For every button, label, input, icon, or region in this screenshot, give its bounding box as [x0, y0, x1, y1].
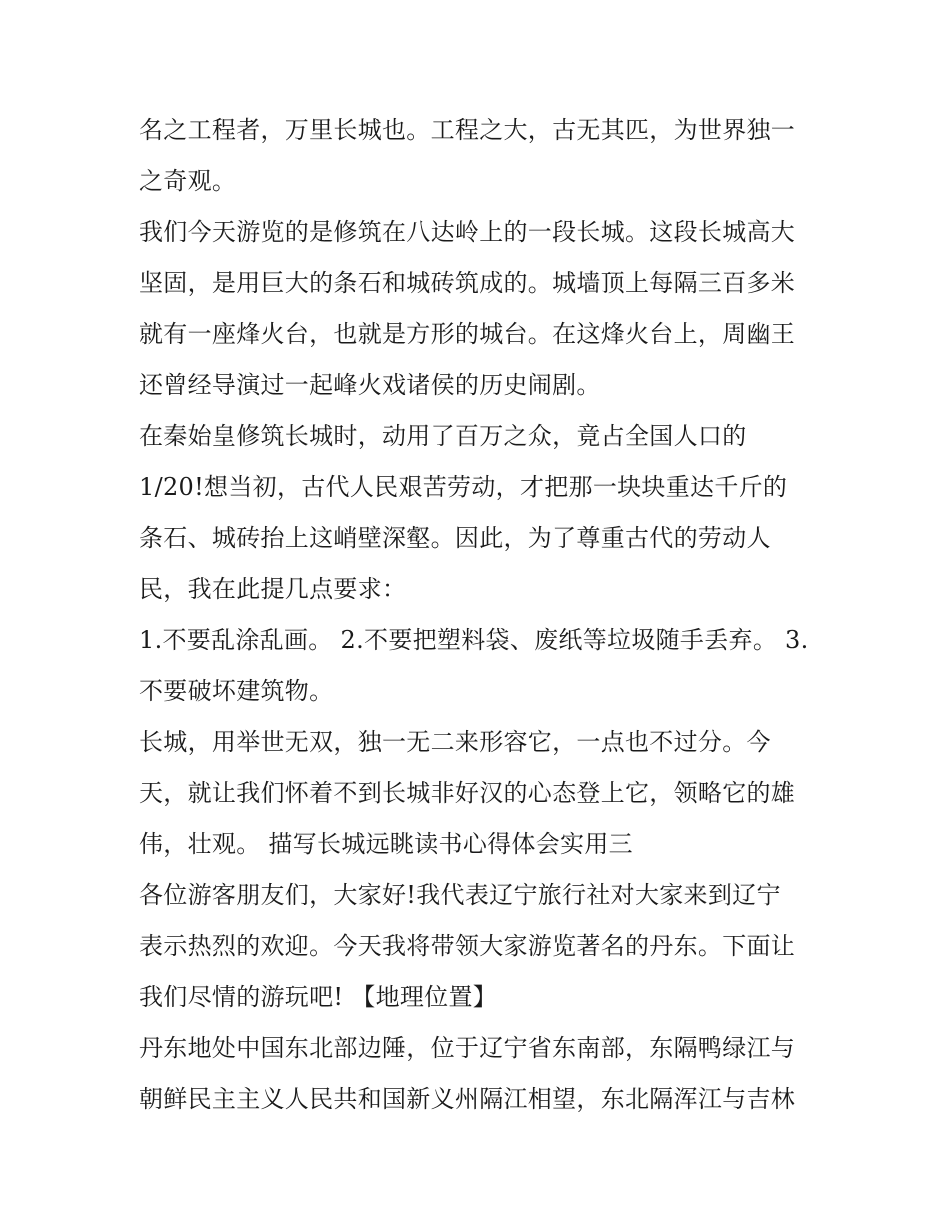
text-line: 之奇观。 — [139, 167, 237, 195]
text-line: 在秦始皇修筑长城时，动用了百万之众，竟占全国人口的 — [139, 422, 747, 450]
text-line: 表示热烈的欢迎。今天我将带领大家游览著名的丹东。下面让 — [139, 932, 796, 960]
text-line: 朝鲜民主主义人民共和国新义州隔江相望，东北隔浑江与吉林 — [139, 1085, 796, 1113]
text-line: 我们尽情的游玩吧! 【地理位置】 — [139, 983, 498, 1011]
text-line: 坚固，是用巨大的条石和城砖筑成的。城墙顶上每隔三百多米 — [139, 269, 796, 297]
text-line: 条石、城砖抬上这峭壁深壑。因此，为了尊重古代的劳动人 — [139, 524, 771, 552]
text-line: 还曾经导演过一起峰火戏诸侯的历史闹剧。 — [139, 371, 601, 399]
text-line: 各位游客朋友们，大家好!我代表辽宁旅行社对大家来到辽宁 — [139, 881, 781, 909]
text-line: 伟，壮观。 描写长城远眺读书心得体会实用三 — [139, 830, 633, 858]
text-line: 长城，用举世无双，独一无二来形容它，一点也不过分。今 — [139, 728, 771, 756]
text-line: 天，就让我们怀着不到长城非好汉的心态登上它，领略它的雄 — [139, 779, 796, 807]
text-line: 就有一座烽火台，也就是方形的城台。在这烽火台上，周幽王 — [139, 320, 796, 348]
text-line: 1/20!想当初，古代人民艰苦劳动，才把那一块块重达千斤的 — [139, 473, 788, 501]
text-line: 我们今天游览的是修筑在八达岭上的一段长城。这段长城高大 — [139, 218, 796, 246]
document-body — [139, 105, 819, 1125]
text-line: 民，我在此提几点要求： — [139, 575, 407, 603]
text-line: 丹东地处中国东北部边陲，位于辽宁省东南部，东隔鸭绿江与 — [139, 1034, 796, 1062]
text-line: 不要破坏建筑物。 — [139, 677, 334, 705]
text-line: 1.不要乱涂乱画。 2.不要把塑料袋、废纸等垃圾随手丢弃。 3. — [139, 626, 809, 654]
text-line: 名之工程者，万里长城也。工程之大，古无其匹，为世界独一 — [139, 116, 796, 144]
